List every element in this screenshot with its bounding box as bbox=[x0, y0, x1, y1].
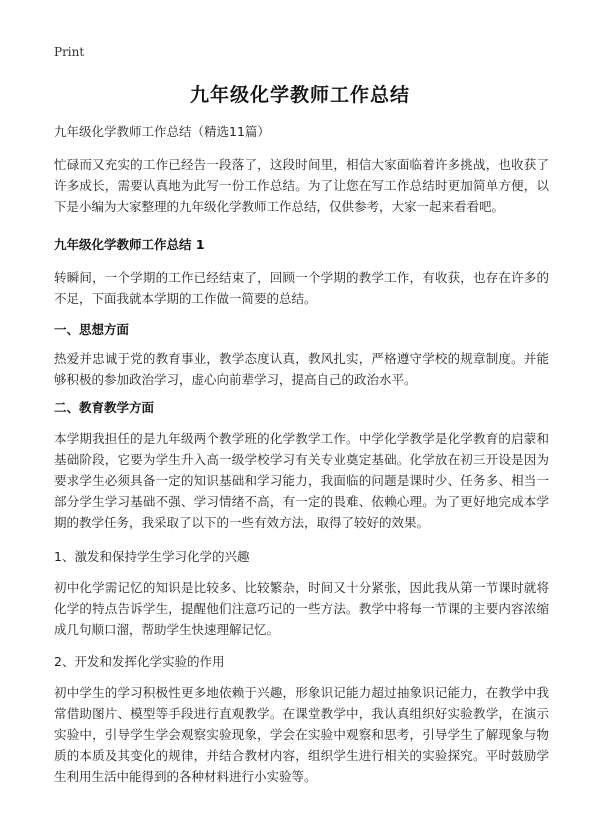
document-subtitle: 九年级化学教师工作总结（精选11篇） bbox=[54, 124, 270, 139]
part-paragraph-teaching: 本学期我担任的是九年级两个教学班的化学教学工作。中学化学教学是化学教育的启蒙和基础阶段，它要为学生升入高一级学校学习有关专业奠定基础。化学放在初三开设是因为要求学生必须具备一定的知识基础和学习能力，我面临的问题是课时少、任务多、相当一部分学生学习基础不强、学习情绪不高，有一定的畏难、依赖心理。为了更好地完成本学期的教学任务，我采取了以下的一些有效方法，取得了较好的效果。 bbox=[54, 430, 549, 530]
item-heading-experiment: 2、开发和发挥化学实验的作用 bbox=[54, 654, 225, 669]
page-title: 九年级化学教师工作总结 bbox=[189, 84, 410, 106]
item-paragraph-interest: 初中化学需记忆的知识是比较多、比较繁杂，时间又十分紧张，因此我从第一节课时就将化学的特点告诉学生，提醒他们注意巧记的一些方法。教学中将每一节课的主要内容浓缩成几句顺口溜，帮助学生快速理解记忆。 bbox=[54, 579, 549, 637]
section-heading: 九年级化学教师工作总结 1 bbox=[54, 237, 205, 252]
part-heading-teaching: 二、教育教学方面 bbox=[54, 400, 155, 415]
print-link[interactable]: Print bbox=[54, 45, 85, 59]
item-paragraph-experiment: 初中学生的学习积极性更多地依赖于兴趣，形象识记能力超过抽象识记能力，在教学中我常借助图片、模型等手段进行直观教学。在课堂教学中，我认真组织好实验教学，在演示实验中，引导学生学会观察实验现象，学会在实验中观察和思考，引导学生了解现象与物质的本质及其变化的规律，并结合教材内容，组织学生进行相关的实验探究。平时鼓励学生利用生活中能得到的各种材料进行小实验等。 bbox=[54, 684, 549, 784]
part-heading-thought: 一、思想方面 bbox=[54, 322, 130, 337]
item-heading-interest: 1、激发和保持学生学习化学的兴趣 bbox=[54, 549, 250, 564]
intro-paragraph: 忙碌而又充实的工作已经告一段落了，这段时间里，相信大家面临着许多挑战，也收获了许多成长，需要认真地为此写一份工作总结。为了让您在写工作总结时更加简单方便，以下是小编为大家整理的九年级化学教师工作总结，仅供参考，大家一起来看看吧。 bbox=[54, 156, 549, 214]
part-paragraph-thought: 热爱并忠诚于党的教育事业，教学态度认真，教风扎实，严格遵守学校的规章制度。并能够积极的参加政治学习，虚心向前辈学习，提高自己的政治水平。 bbox=[54, 350, 549, 387]
section-paragraph: 转瞬间，一个学期的工作已经结束了，回顾一个学期的教学工作，有收获，也存在许多的不足，下面我就本学期的工作做一简要的总结。 bbox=[54, 269, 549, 306]
